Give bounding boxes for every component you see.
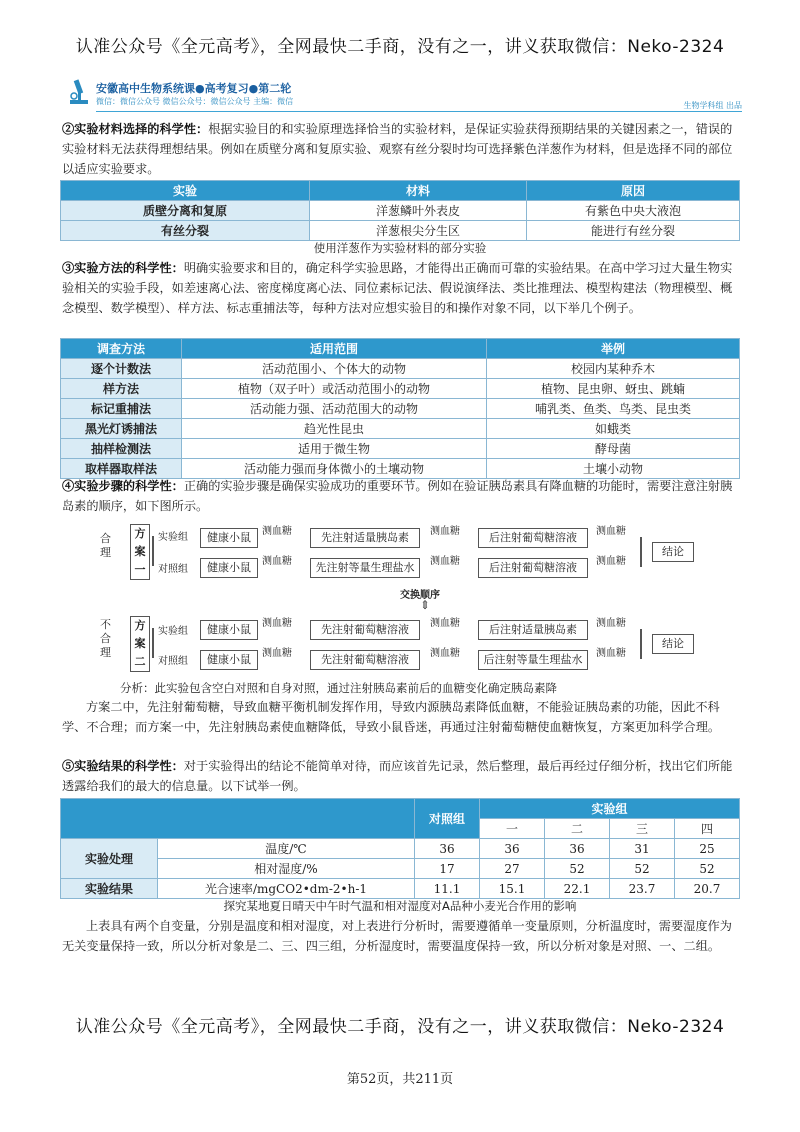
group-exp-label: 实验组: [158, 532, 188, 543]
table-cell: 标记重捕法: [61, 399, 182, 419]
section-5-text2: 上表具有两个自变量，分别是温度和相对湿度，对上表进行分析时，需要遵循单一变量原则，分析温度时，需要湿度作为无关变量保持一致，所以分析对象是二、三、四三组，分析湿度时，需要温度保持一致，所以分析对象是对照、一、二组。: [62, 919, 732, 953]
measure-label: 测血糖: [262, 648, 292, 659]
conclusion-box: 结论: [652, 634, 694, 654]
method-table: [60, 338, 740, 479]
table-cell: 样方法: [61, 379, 182, 399]
section-5-heading: ⑤实验结果的科学性：: [62, 759, 184, 773]
table-row: [61, 221, 740, 241]
table-cell: 三: [610, 819, 675, 839]
measure-label: 测血糖: [430, 648, 460, 659]
table-cell: 有丝分裂: [61, 221, 310, 241]
table-cell: 27: [480, 859, 545, 879]
bottom-banner: 认准公众号《全元高考》，全网最快二手商，没有之一，讲义获取微信：Neko-2324: [75, 1017, 725, 1037]
section-3-heading: ③实验方法的科学性：: [62, 261, 184, 275]
result-table-exp: 实验组: [480, 799, 740, 819]
swap-arrow-icon: ⇕: [420, 598, 431, 612]
material-table-header: 实验: [61, 181, 310, 201]
result-table-corner: [61, 799, 415, 839]
table-row: [61, 439, 740, 459]
table-cell: 植物（双子叶）或活动范围小的动物: [182, 379, 487, 399]
measure-label: 测血糖: [430, 618, 460, 629]
table-cell: 15.1: [480, 879, 545, 899]
page-number: 第52页，共211页: [346, 1072, 454, 1087]
material-table-caption: 使用洋葱作为实验材料的部分实验: [313, 241, 487, 255]
header-right: 生物学科组 出品: [683, 101, 742, 110]
table-cell: 哺乳类、鱼类、鸟类、昆虫类: [487, 399, 740, 419]
table-cell: 36: [480, 839, 545, 859]
header-title: 安徽高中生物系统课●高考复习●第二轮: [96, 82, 292, 95]
measure-label: 测血糖: [430, 526, 460, 537]
result-table-caption: 探究某地夏日晴天中午时气温和相对湿度对A品种小麦光合作用的影响: [223, 899, 577, 913]
header-subtitle: 微信：微信公众号 微信公众号：微信公众号 主编：微信: [96, 97, 294, 106]
step-box: 先注射等量生理盐水: [310, 558, 420, 578]
step-box: 先注射葡萄糖溶液: [310, 620, 420, 640]
step-box: 先注射适量胰岛素: [310, 528, 420, 548]
group-ctrl-label: 对照组: [158, 564, 188, 575]
top-banner: 认准公众号《全元高考》，全网最快二手商，没有之一，讲义获取微信：Neko-2324: [75, 37, 725, 57]
table-row: [61, 201, 740, 221]
material-table-header: 材料: [310, 181, 527, 201]
mouse-box: 健康小鼠: [200, 558, 258, 578]
method-table-header: 调查方法: [61, 339, 182, 359]
section-4-text2: 方案二中，先注射葡萄糖，导致血糖平衡机制发挥作用，导致内源胰岛素降低血糖，不能验证胰岛素的功能，因此不科学、不合理；而方案一中，先注射胰岛素使血糖降低，导致小鼠昏迷，再通过注射葡萄糖使血糖恢复，方案更加科学合理。: [62, 700, 721, 734]
step-box: 先注射葡萄糖溶液: [310, 650, 420, 670]
measure-label: 测血糖: [596, 618, 626, 629]
table-row: [61, 419, 740, 439]
step-box: 后注射适量胰岛素: [478, 620, 588, 640]
mouse-box: 健康小鼠: [200, 650, 258, 670]
table-cell: 实验结果: [61, 879, 158, 899]
table-cell: 土壤小动物: [487, 459, 740, 479]
table-row: [61, 839, 740, 859]
table-cell: 25: [675, 839, 740, 859]
mouse-box: 健康小鼠: [200, 528, 258, 548]
step-box: 后注射葡萄糖溶液: [478, 528, 588, 548]
table-row: [61, 359, 740, 379]
group-ctrl-label: 对照组: [158, 656, 188, 667]
table-cell: 36: [545, 839, 610, 859]
table-cell: 适用于微生物: [182, 439, 487, 459]
table-cell: 四: [675, 819, 740, 839]
measure-label: 测血糖: [430, 556, 460, 567]
diagram-analysis: 分析：此实验包含空白对照和自身对照，通过注射胰岛素前后的血糖变化确定胰岛素降: [120, 681, 557, 695]
page-header: [66, 78, 742, 114]
result-table-ctrl: 对照组: [415, 799, 480, 839]
table-row: [61, 859, 740, 879]
table-cell: 温度/℃: [158, 839, 415, 859]
plan2-label: 方案二: [130, 616, 150, 672]
table-cell: 20.7: [675, 879, 740, 899]
table-cell: 实验处理: [61, 839, 158, 879]
method-table-header: 举例: [487, 339, 740, 359]
table-cell: 31: [610, 839, 675, 859]
table-cell: 活动能力强而身体微小的土壤动物: [182, 459, 487, 479]
table-cell: 酵母菌: [487, 439, 740, 459]
table-cell: 一: [480, 819, 545, 839]
table-cell: 逐个计数法: [61, 359, 182, 379]
table-cell: 22.1: [545, 879, 610, 899]
section-4: [62, 476, 740, 516]
table-cell: 52: [675, 859, 740, 879]
section-2-heading: ②实验材料选择的科学性：: [62, 122, 209, 136]
header-divider: [96, 111, 742, 112]
table-cell: 11.1: [415, 879, 480, 899]
table-cell: 取样器取样法: [61, 459, 182, 479]
plan2-verdict: 不合理: [100, 618, 111, 659]
table-cell: 校园内某种乔木: [487, 359, 740, 379]
table-cell: 相对湿度/%: [158, 859, 415, 879]
table-cell: 趋光性昆虫: [182, 419, 487, 439]
table-cell: 36: [415, 839, 480, 859]
material-table-header: 原因: [527, 181, 740, 201]
flow-diagram: [100, 520, 710, 680]
step-box: 后注射葡萄糖溶液: [478, 558, 588, 578]
group-exp-label: 实验组: [158, 626, 188, 637]
table-cell: 洋葱鳞叶外表皮: [310, 201, 527, 221]
section-5: [62, 756, 740, 796]
mouse-box: 健康小鼠: [200, 620, 258, 640]
table-cell: 洋葱根尖分生区: [310, 221, 527, 241]
table-cell: 17: [415, 859, 480, 879]
table-row: [61, 379, 740, 399]
material-table: [60, 180, 740, 241]
section-5-text: 对于实验得出的结论不能简单对待，而应该首先记录，然后整理，最后再经过仔细分析，找出它们所能透露给我们的最大的信息量。以下试举一例。: [62, 759, 733, 793]
swap-label: 交换顺序: [400, 590, 440, 601]
table-cell: 23.7: [610, 879, 675, 899]
table-cell: 活动能力强、活动范围大的动物: [182, 399, 487, 419]
section-3: [62, 258, 740, 318]
plan1-verdict: 合理: [100, 532, 111, 559]
table-cell: 抽样检测法: [61, 439, 182, 459]
table-cell: 黑光灯诱捕法: [61, 419, 182, 439]
method-table-header: 适用范围: [182, 339, 487, 359]
table-cell: 能进行有丝分裂: [527, 221, 740, 241]
result-table: [60, 798, 740, 899]
table-cell: 质壁分离和复原: [61, 201, 310, 221]
table-cell: 如蛾类: [487, 419, 740, 439]
section-4-heading: ④实验步骤的科学性：: [62, 479, 184, 493]
measure-label: 测血糖: [262, 526, 292, 537]
table-cell: 光合速率/mgCO2•dm-2•h-1: [158, 879, 415, 899]
measure-label: 测血糖: [596, 556, 626, 567]
microscope-icon: [66, 78, 92, 108]
plan1-label: 方案一: [130, 524, 150, 580]
section-4-text: 正确的实验步骤是确保实验成功的重要环节。例如在验证胰岛素具有降血糖的功能时，需要注意注射胰岛素的顺序，如下图所示。: [62, 479, 733, 513]
table-cell: 活动范围小、个体大的动物: [182, 359, 487, 379]
section-3-text: 明确实验要求和目的，确定科学实验思路，才能得出正确而可靠的实验结果。在高中学习过大量生物实验相关的实验手段，如差速离心法、密度梯度离心法、同位素标记法、假说演绎法、类比推理法、模型构建法（物理模型、概念模型、数学模型）、样方法、标志重捕法等，每种方法对应想实验目的和操作对象不同，以下举几个例子。: [62, 261, 733, 315]
table-row: [61, 879, 740, 899]
table-cell: 52: [610, 859, 675, 879]
table-cell: 植物、昆虫卵、蚜虫、跳蝻: [487, 379, 740, 399]
section-2-text: 根据实验目的和实验原理选择恰当的实验材料，是保证实验获得预期结果的关键因素之一，错误的实验材料无法获得理想结果。例如在质壁分离和复原实验、观察有丝分裂时均可选择紫色洋葱作为材料，但是选择不同的部位以适应实验要求。: [62, 122, 733, 176]
table-row: [61, 399, 740, 419]
table-cell: 52: [545, 859, 610, 879]
table-cell: 有紫色中央大液泡: [527, 201, 740, 221]
step-box: 后注射等量生理盐水: [478, 650, 588, 670]
conclusion-box: 结论: [652, 542, 694, 562]
measure-label: 测血糖: [596, 526, 626, 537]
measure-label: 测血糖: [262, 556, 292, 567]
section-2: [62, 119, 740, 179]
measure-label: 测血糖: [596, 648, 626, 659]
table-cell: 二: [545, 819, 610, 839]
measure-label: 测血糖: [262, 618, 292, 629]
